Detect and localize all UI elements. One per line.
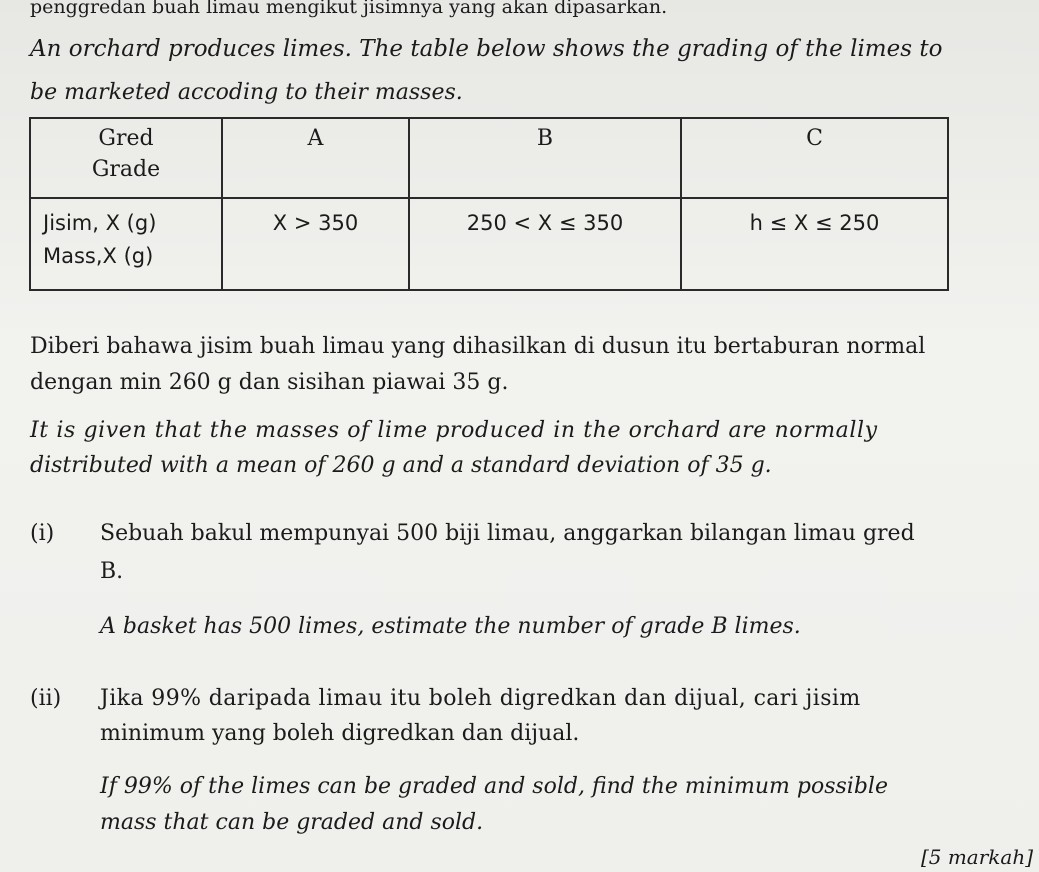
- grade-a-range: X > 350: [222, 198, 409, 290]
- given-malay-line1: Diberi bahawa jisim buah limau yang dihasilkan di dusun itu bertaburan normal: [30, 334, 926, 359]
- grade-b-label: B: [536, 126, 554, 151]
- part-i-english: A basket has 500 limes, estimate the number of grade B limes.: [100, 614, 801, 639]
- intro-english-line2: be marketed accoding to their masses.: [30, 80, 463, 105]
- table-row-mass: [30, 198, 948, 290]
- given-english-line1: It is given that the masses of lime produced in the orchard are normally: [30, 418, 878, 443]
- part-i-number: (i): [30, 521, 55, 546]
- part-i-malay-line2: B.: [100, 559, 124, 584]
- given-english-line2: distributed with a mean of 260 g and a standard deviation of 35 g.: [30, 453, 772, 478]
- grade-label-malay: Gred: [98, 126, 154, 151]
- marks-label: [5 markah]: [920, 845, 1033, 869]
- grade-c-range: h ≤ X ≤ 250: [681, 198, 948, 290]
- part-ii-malay-line1: Jika 99% daripada limau itu boleh digredkan dan dijual, cari jisim: [100, 686, 861, 711]
- mass-label-malay: Jisim, X (g): [43, 211, 157, 235]
- grading-table: [29, 117, 949, 291]
- intro-malay-fragment: penggredan buah limau mengikut jisimnya yang akan dipasarkan.: [30, 0, 668, 18]
- grade-a-label: A: [307, 126, 324, 151]
- grade-label-english: Grade: [91, 157, 161, 182]
- part-i-malay-line1: Sebuah bakul mempunyai 500 biji limau, anggarkan bilangan limau gred: [100, 521, 915, 546]
- grade-c-cell: [681, 118, 948, 198]
- part-ii-english-line2: mass that can be graded and sold.: [100, 810, 484, 835]
- grade-b-cell: [409, 118, 681, 198]
- table-row-grade: [30, 118, 948, 198]
- grade-a-cell: [222, 118, 409, 198]
- mass-header-cell: [30, 198, 222, 290]
- part-ii-malay-line2: minimum yang boleh digredkan dan dijual.: [100, 721, 580, 746]
- part-ii-english-line1: If 99% of the limes can be graded and sold, find the minimum possible: [100, 774, 888, 799]
- grade-b-range: 250 < X ≤ 350: [409, 198, 681, 290]
- mass-label-english: Mass,X (g): [43, 244, 154, 268]
- part-ii-number: (ii): [30, 686, 62, 711]
- grade-header-cell: [30, 118, 222, 198]
- given-malay-line2: dengan min 260 g dan sisihan piawai 35 g.: [30, 370, 509, 395]
- intro-english-line1: An orchard produces limes. The table below shows the grading of the limes to: [30, 36, 943, 62]
- grade-c-label: C: [806, 126, 823, 151]
